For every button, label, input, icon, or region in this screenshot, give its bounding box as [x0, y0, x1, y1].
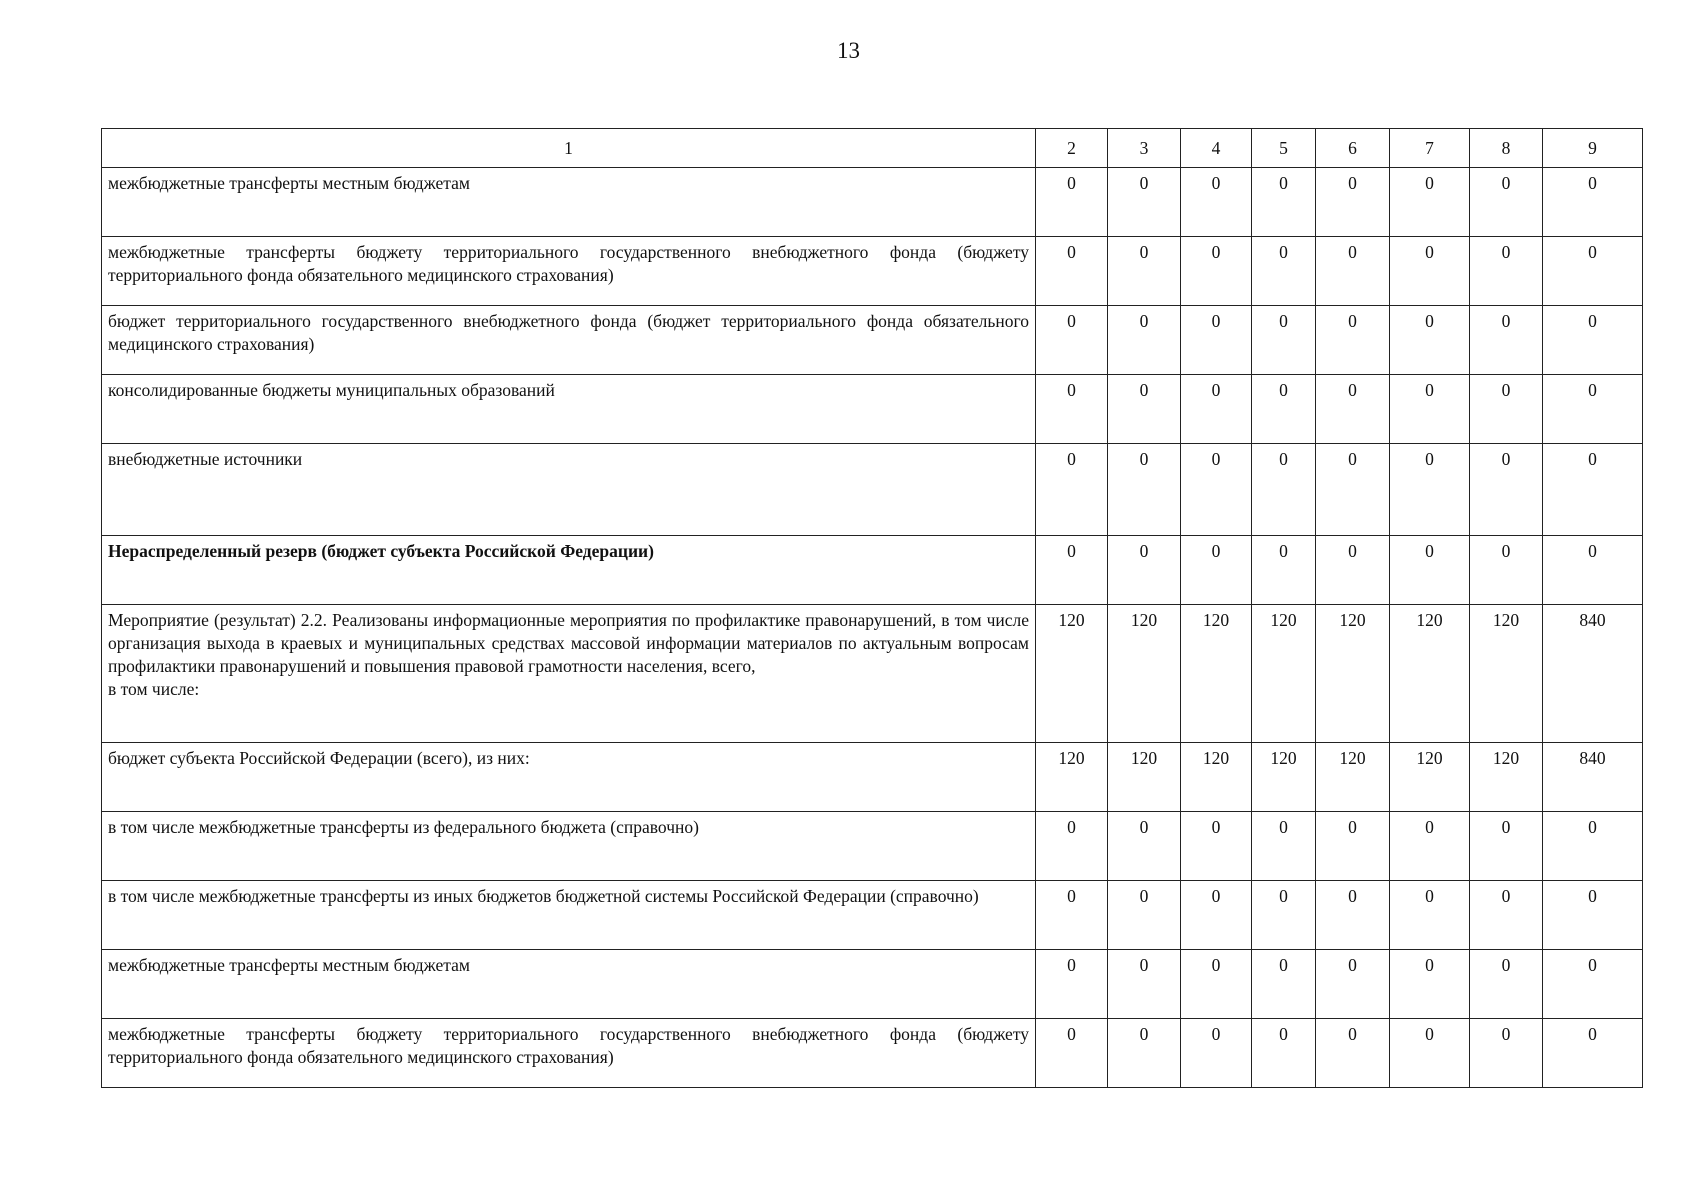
table-row: [102, 812, 1643, 881]
value-cell: 120: [1036, 743, 1108, 812]
value-cell: 120: [1181, 743, 1252, 812]
value-cell: 0: [1252, 237, 1316, 306]
value-cell: 0: [1390, 444, 1470, 536]
value-cell: 0: [1316, 536, 1390, 605]
value-cell: 0: [1036, 950, 1108, 1019]
value-cell: 120: [1252, 743, 1316, 812]
value-cell: 0: [1390, 881, 1470, 950]
value-cell: 0: [1036, 881, 1108, 950]
value-cell: 0: [1470, 168, 1543, 237]
value-cell: 0: [1470, 237, 1543, 306]
value-cell: 0: [1316, 444, 1390, 536]
value-cell: 120: [1390, 743, 1470, 812]
value-cell: 0: [1316, 1019, 1390, 1088]
value-cell: 0: [1390, 536, 1470, 605]
header-cell: 4: [1181, 129, 1252, 168]
value-cell: 120: [1470, 605, 1543, 743]
value-cell: 0: [1543, 1019, 1643, 1088]
value-cell: 120: [1470, 743, 1543, 812]
value-cell: 0: [1108, 444, 1181, 536]
table-row: [102, 743, 1643, 812]
value-cell: 0: [1252, 881, 1316, 950]
row-label: консолидированные бюджеты муниципальных образований: [102, 375, 1036, 444]
table-body: [102, 168, 1643, 1088]
value-cell: 120: [1108, 743, 1181, 812]
value-cell: 0: [1252, 306, 1316, 375]
value-cell: 0: [1316, 812, 1390, 881]
value-cell: 0: [1036, 536, 1108, 605]
value-cell: 0: [1181, 168, 1252, 237]
row-label: в том числе межбюджетные трансферты из федерального бюджета (справочно): [102, 812, 1036, 881]
value-cell: 0: [1470, 306, 1543, 375]
value-cell: 0: [1390, 1019, 1470, 1088]
value-cell: 0: [1181, 950, 1252, 1019]
value-cell: 0: [1108, 536, 1181, 605]
value-cell: 0: [1108, 950, 1181, 1019]
value-cell: 0: [1252, 536, 1316, 605]
value-cell: 0: [1470, 375, 1543, 444]
value-cell: 0: [1252, 168, 1316, 237]
value-cell: 0: [1036, 168, 1108, 237]
value-cell: 0: [1470, 950, 1543, 1019]
value-cell: 0: [1316, 306, 1390, 375]
value-cell: 0: [1108, 306, 1181, 375]
value-cell: 0: [1543, 536, 1643, 605]
table-row: [102, 168, 1643, 237]
value-cell: 0: [1543, 237, 1643, 306]
row-label: Мероприятие (результат) 2.2. Реализованы информационные мероприятия по профилактике правонарушений, в том числе организация выхода в краевых и муниципальных средствах массовой информации материалов по актуальным вопросам профилактики правонарушений и повышения правовой грамотности населения, всего, в том числе:: [102, 605, 1036, 743]
row-label: межбюджетные трансферты местным бюджетам: [102, 168, 1036, 237]
value-cell: 0: [1252, 375, 1316, 444]
value-cell: 0: [1036, 444, 1108, 536]
value-cell: 0: [1108, 1019, 1181, 1088]
value-cell: 0: [1543, 444, 1643, 536]
value-cell: 0: [1316, 375, 1390, 444]
table-row: [102, 375, 1643, 444]
value-cell: 0: [1108, 881, 1181, 950]
value-cell: 0: [1316, 950, 1390, 1019]
header-cell: 7: [1390, 129, 1470, 168]
value-cell: 0: [1252, 950, 1316, 1019]
row-label: внебюджетные источники: [102, 444, 1036, 536]
value-cell: 0: [1543, 375, 1643, 444]
row-label: в том числе межбюджетные трансферты из иных бюджетов бюджетной системы Российской Федерации (справочно): [102, 881, 1036, 950]
header-cell: 6: [1316, 129, 1390, 168]
value-cell: 0: [1036, 812, 1108, 881]
value-cell: 0: [1181, 812, 1252, 881]
value-cell: 0: [1470, 881, 1543, 950]
value-cell: 0: [1470, 812, 1543, 881]
value-cell: 120: [1108, 605, 1181, 743]
table-row: [102, 1019, 1643, 1088]
page-number: 13: [837, 38, 860, 63]
value-cell: 0: [1543, 950, 1643, 1019]
value-cell: 0: [1252, 812, 1316, 881]
row-label: межбюджетные трансферты бюджету территориального государственного внебюджетного фонда (бюджету территориального фонда обязательного медицинского страхования): [102, 1019, 1036, 1088]
value-cell: 0: [1390, 168, 1470, 237]
value-cell: 0: [1108, 375, 1181, 444]
value-cell: 0: [1252, 444, 1316, 536]
header-cell: 2: [1036, 129, 1108, 168]
header-cell: 1: [102, 129, 1036, 168]
value-cell: 0: [1036, 306, 1108, 375]
value-cell: 0: [1390, 950, 1470, 1019]
value-cell: 0: [1390, 237, 1470, 306]
value-cell: 0: [1470, 1019, 1543, 1088]
table-row: [102, 950, 1643, 1019]
value-cell: 120: [1316, 743, 1390, 812]
value-cell: 0: [1181, 444, 1252, 536]
value-cell: 0: [1390, 306, 1470, 375]
table-row: [102, 881, 1643, 950]
value-cell: 120: [1390, 605, 1470, 743]
value-cell: 0: [1543, 881, 1643, 950]
table-row: [102, 237, 1643, 306]
value-cell: 0: [1108, 237, 1181, 306]
header-cell: 5: [1252, 129, 1316, 168]
value-cell: 0: [1036, 237, 1108, 306]
value-cell: 120: [1316, 605, 1390, 743]
budget-table: [101, 128, 1643, 1088]
value-cell: 0: [1036, 1019, 1108, 1088]
value-cell: 0: [1181, 306, 1252, 375]
value-cell: 840: [1543, 743, 1643, 812]
value-cell: 0: [1108, 812, 1181, 881]
value-cell: 0: [1470, 536, 1543, 605]
value-cell: 0: [1543, 168, 1643, 237]
value-cell: 0: [1181, 1019, 1252, 1088]
table-row: [102, 306, 1643, 375]
value-cell: 120: [1252, 605, 1316, 743]
value-cell: 120: [1036, 605, 1108, 743]
value-cell: 0: [1181, 881, 1252, 950]
value-cell: 0: [1316, 237, 1390, 306]
header-cell: 3: [1108, 129, 1181, 168]
row-label: Нераспределенный резерв (бюджет субъекта Российской Федерации): [102, 536, 1036, 605]
table-row: [102, 536, 1643, 605]
table-row: [102, 605, 1643, 743]
row-label: межбюджетные трансферты бюджету территориального государственного внебюджетного фонда (бюджету территориального фонда обязательного медицинского страхования): [102, 237, 1036, 306]
value-cell: 0: [1543, 306, 1643, 375]
value-cell: 0: [1316, 168, 1390, 237]
header-cell: 9: [1543, 129, 1643, 168]
value-cell: 0: [1252, 1019, 1316, 1088]
value-cell: 120: [1181, 605, 1252, 743]
value-cell: 0: [1470, 444, 1543, 536]
value-cell: 0: [1036, 375, 1108, 444]
table-row: [102, 444, 1643, 536]
value-cell: 0: [1181, 237, 1252, 306]
value-cell: 0: [1108, 168, 1181, 237]
row-label: межбюджетные трансферты местным бюджетам: [102, 950, 1036, 1019]
value-cell: 0: [1390, 812, 1470, 881]
value-cell: 0: [1181, 536, 1252, 605]
value-cell: 0: [1316, 881, 1390, 950]
header-row: [102, 129, 1643, 168]
value-cell: 0: [1390, 375, 1470, 444]
row-label: бюджет субъекта Российской Федерации (всего), из них:: [102, 743, 1036, 812]
header-cell: 8: [1470, 129, 1543, 168]
value-cell: 840: [1543, 605, 1643, 743]
row-label: бюджет территориального государственного внебюджетного фонда (бюджет территориального фонда обязательного медицинского страхования): [102, 306, 1036, 375]
value-cell: 0: [1543, 812, 1643, 881]
value-cell: 0: [1181, 375, 1252, 444]
